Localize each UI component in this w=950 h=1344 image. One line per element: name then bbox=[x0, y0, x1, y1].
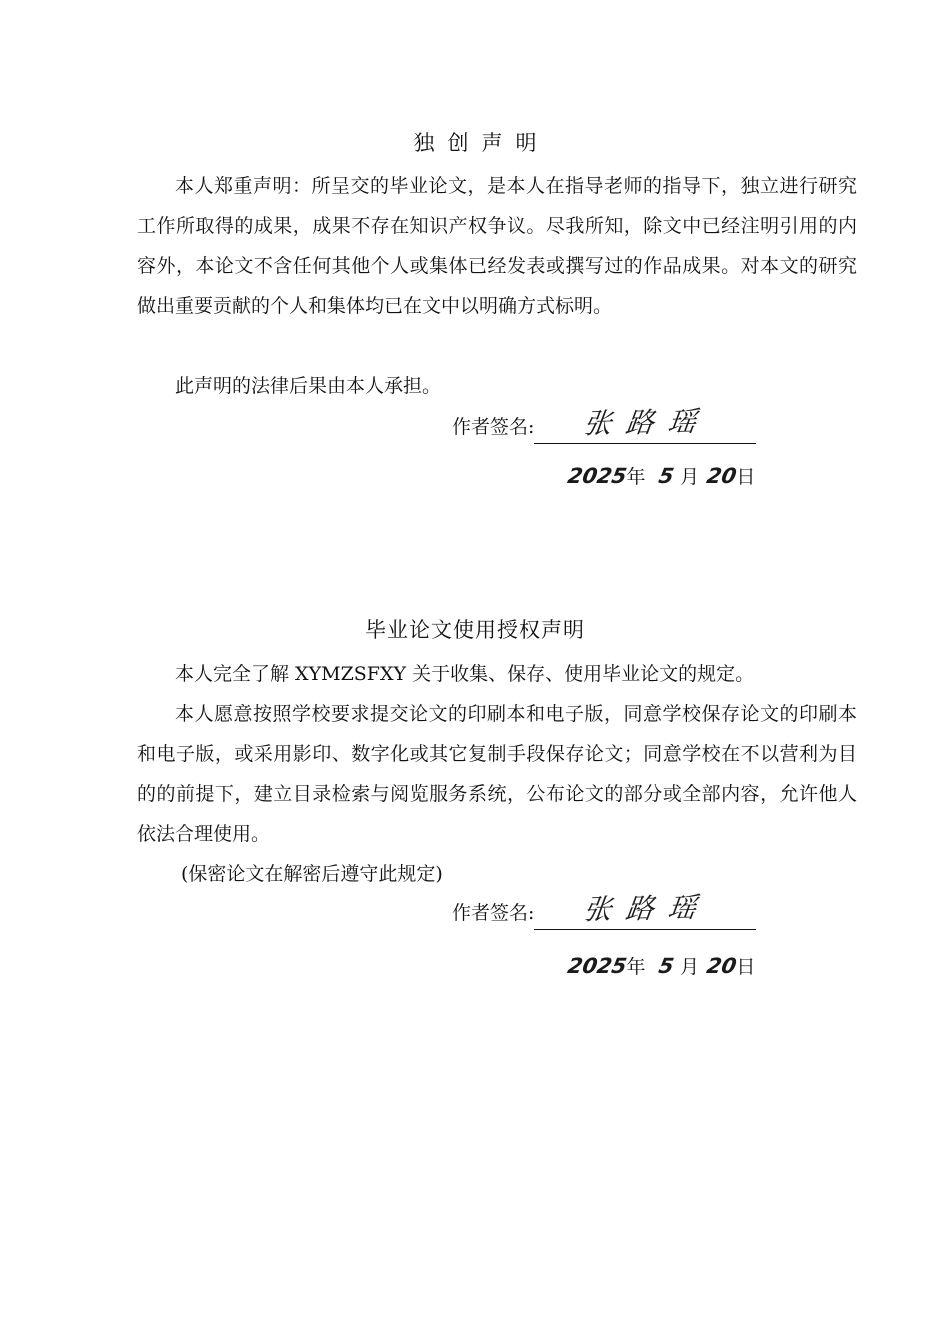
declaration-date bbox=[565, 462, 756, 492]
date-year-unit: 年 bbox=[626, 466, 646, 488]
date-year: 2025 bbox=[565, 464, 629, 488]
signature-label: 作者签名: bbox=[452, 902, 535, 924]
handwritten-signature: 张路瑶 bbox=[582, 890, 713, 927]
date-month-unit: 月 bbox=[680, 956, 700, 978]
date-month-unit: 月 bbox=[680, 466, 700, 488]
date-year: 2025 bbox=[565, 954, 629, 978]
declaration-signature-row bbox=[452, 404, 756, 444]
declaration-title: 独创声明 bbox=[413, 131, 550, 155]
date-month: 5 bbox=[657, 954, 677, 978]
declaration-paragraph-2: 此声明的法律后果由本人承担。 bbox=[175, 375, 442, 397]
authorization-paragraph-3: (保密论文在解密后遵守此规定) bbox=[181, 863, 443, 885]
date-day-unit: 日 bbox=[736, 956, 756, 978]
date-day-unit: 日 bbox=[736, 466, 756, 488]
date-day: 20 bbox=[704, 954, 739, 978]
declaration-paragraph-1: 本人郑重声明：所呈交的毕业论文，是本人在指导老师的指导下，独立进行研究工作所取得的成果，成果不存在知识产权争议。尽我所知，除文中已经注明引用的内容外，本论文不含任何其他个人或集体已经发表或撰写过的作品成果。对本文的研究做出重要贡献的个人和集体均已在文中以明确方式标明。 bbox=[137, 175, 857, 317]
date-day: 20 bbox=[704, 464, 739, 488]
handwritten-signature: 张路瑶 bbox=[582, 404, 713, 441]
date-year-unit: 年 bbox=[626, 956, 646, 978]
signature-line bbox=[534, 403, 756, 444]
authorization-date bbox=[565, 952, 756, 982]
authorization-paragraph-2: 本人愿意按照学校要求提交论文的印刷本和电子版，同意学校保存论文的印刷本和电子版，或采用影印、数字化或其它复制手段保存论文；同意学校在不以营利为目的的前提下，建立目录检索与阅览服务系统，公布论文的部分或全部内容，允许他人依法合理使用。 bbox=[137, 703, 857, 845]
authorization-paragraph-1: 本人完全了解 XYMZSFXY 关于收集、保存、使用毕业论文的规定。 bbox=[175, 663, 755, 685]
signature-label: 作者签名: bbox=[452, 416, 535, 438]
signature-line bbox=[534, 889, 756, 930]
authorization-signature-row bbox=[452, 890, 756, 930]
authorization-title: 毕业论文使用授权声明 bbox=[365, 618, 585, 642]
date-month: 5 bbox=[657, 464, 677, 488]
